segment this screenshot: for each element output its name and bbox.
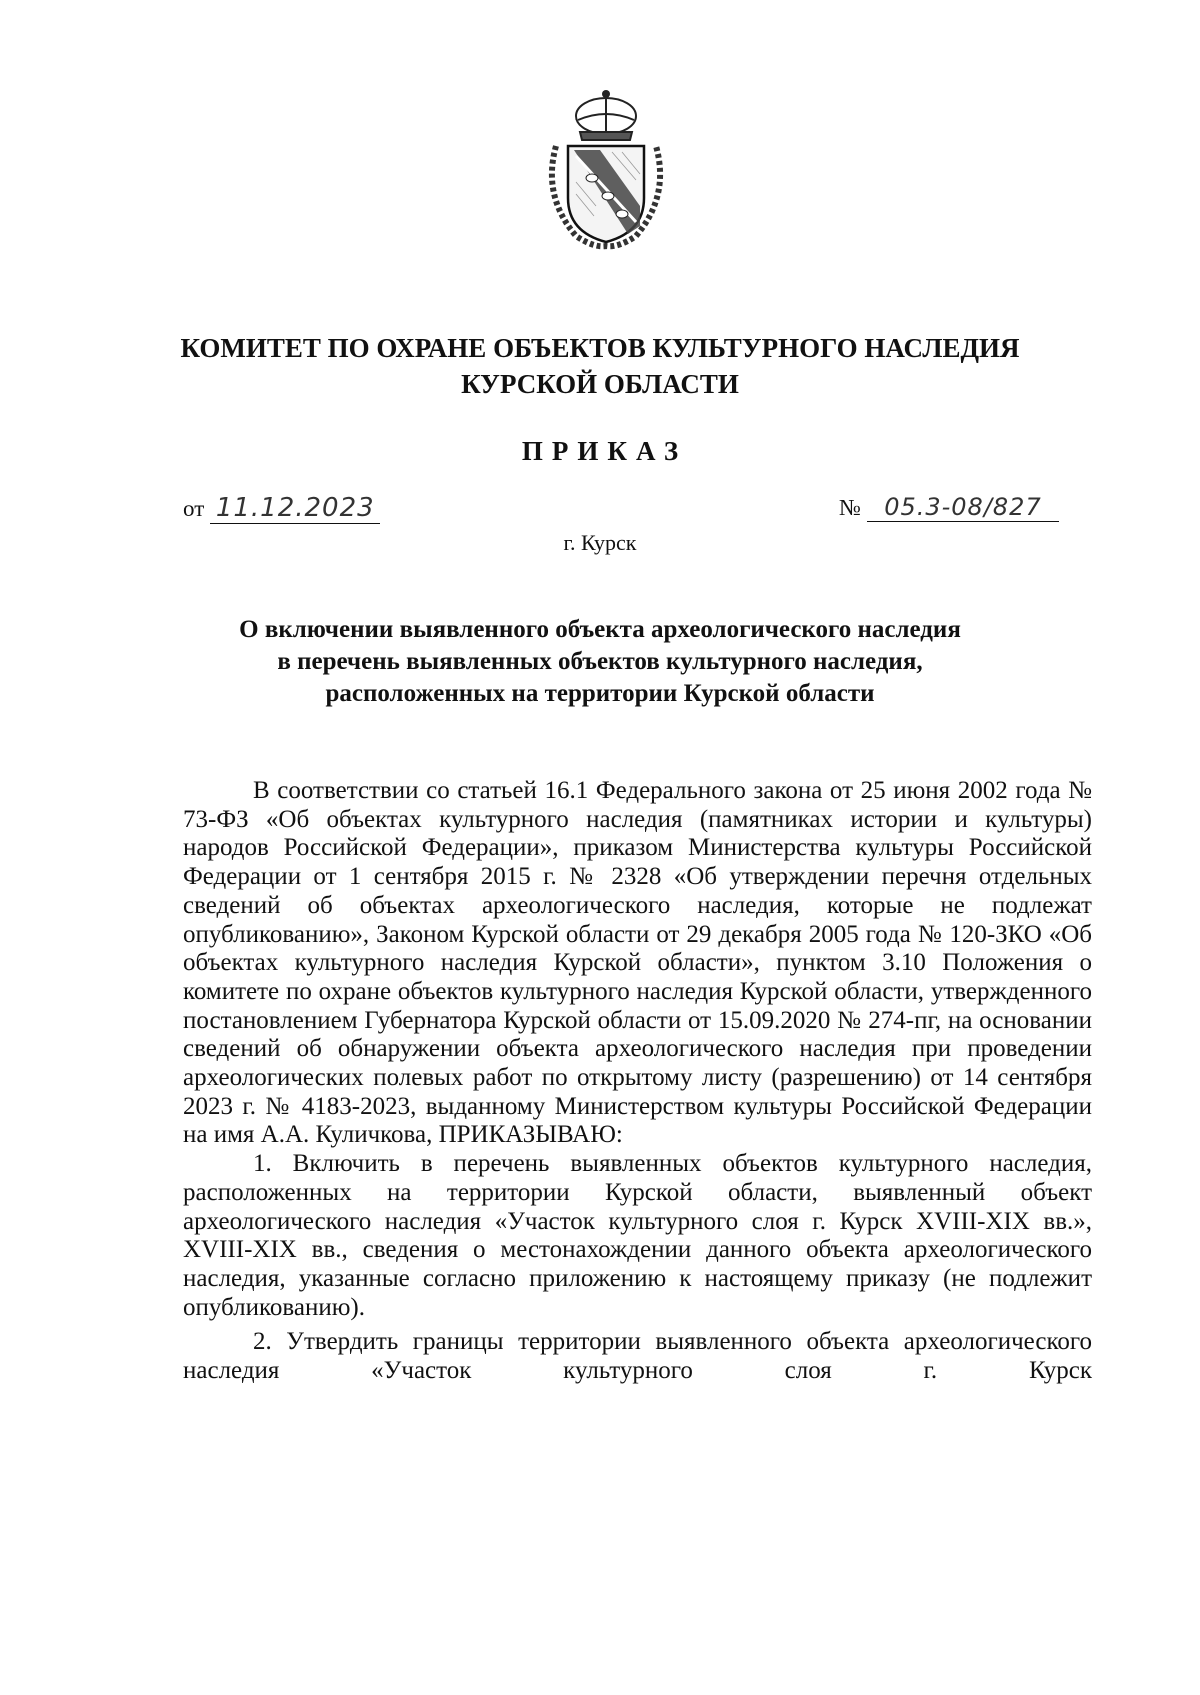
order-item-1: 1. Включить в перечень выявленных объектов культурного наследия, расположенных на территории Курской области, выявленный объект археологического наследия «Участок культурного слоя г. Курск XVIII-XIX вв.», XVIII-XIX вв., сведения о местонахождении данного объекта археологического наследия, указанные согласно приложению к настоящему приказу (не подлежит опубликованию). [183, 1150, 1092, 1321]
number-value-handwritten: 05.3-08/827 [867, 493, 1059, 522]
date-prefix: от [183, 496, 205, 521]
document-title: ПРИКАЗ [521, 436, 688, 466]
order-item-2: 2. Утвердить границы территории выявленного объекта археологического наследия «Участок культурного слоя г. Курск [183, 1328, 1092, 1385]
order-date [183, 493, 380, 524]
order-body [183, 777, 1092, 1386]
organization-name-line2: КУРСКОЙ ОБЛАСТИ [461, 369, 739, 399]
subject-line3: расположенных на территории Курской области [325, 680, 875, 707]
number-prefix: № [839, 495, 861, 520]
subject-line1: О включении выявленного объекта археологического наследия [239, 616, 961, 643]
organization-name-line1: КОМИТЕТ ПО ОХРАНЕ ОБЪЕКТОВ КУЛЬТУРНОГО НАСЛЕДИЯ [180, 333, 1020, 363]
order-number [839, 493, 1059, 522]
coat-of-arms-emblem [536, 86, 676, 254]
issue-city: г. Курск [563, 530, 637, 555]
organization-name [0, 330, 1200, 402]
date-value-handwritten: 11.12.2023 [210, 493, 380, 524]
subject-line2: в перечень выявленных объектов культурного наследия, [277, 648, 923, 675]
preamble-paragraph: В соответствии со статьей 16.1 Федерального закона от 25 июня 2002 года № 73-ФЗ «Об объектах культурного наследия (памятниках истории и культуры) народов Российской Федерации», приказом Министерства культуры Российской Федерации от 1 сентября 2015 г. № 2328 «Об утверждении перечня отдельных сведений об объектах археологического наследия, которые не подлежат опубликованию», Законом Курской области от 29 декабря 2005 года № 120-ЗКО «Об объектах культурного наследия Курской области», пунктом 3.10 Положения о комитете по охране объектов культурного наследия Курской области, утвержденного постановлением Губернатора Курской области от 15.09.2020 № 274-пг, на основании сведений об обнаружении объекта археологического наследия при проведении археологических полевых работ по открытому листу (разрешению) от 14 сентября 2023 г. № 4183-2023, выданному Министерством культуры Российской Федерации на имя А.А. Куличкова, ПРИКАЗЫВАЮ: [183, 777, 1092, 1149]
order-subject [0, 614, 1200, 710]
